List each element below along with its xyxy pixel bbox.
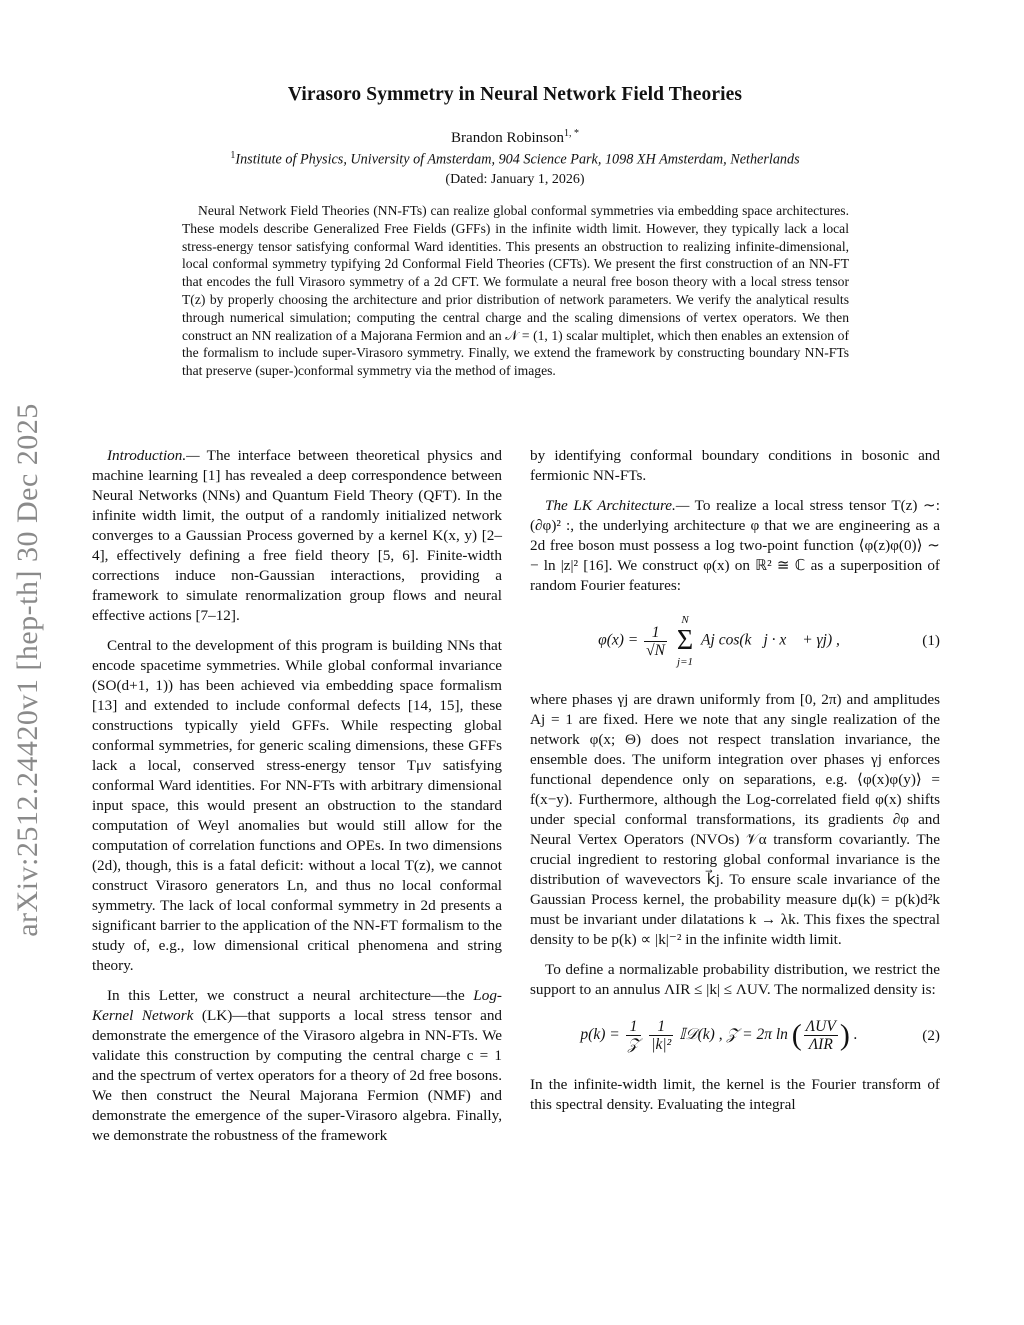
paper-header: [160, 84, 870, 188]
equation-1-body: [530, 614, 908, 668]
eq1-fraction: [644, 624, 667, 659]
introduction-text: The interface between theoretical physics and machine learning [1] has revealed a deep correspondence between Neural Networks (NNs) and Quantum Field Theory (QFT). In the infinite width limit, the output of a randomly initialized network converges to a Gaussian Process governed by a kernel K(x, y) [2–4], effectively defining a free field theory [5, 6]. Finite-width corrections induce non-Gaussian interactions, providing a framework to simulate renormalization group flows and neural effective actions [7–12].: [92, 447, 502, 624]
right-column: [530, 446, 940, 1125]
phases-paragraph: where phases γj are drawn uniformly from [0, 2π) and amplitudes Aj = 1 are fixed. Here we note that any single realization of the network φ(x; Θ) does not respect translation invariance, the ensemble does. The uniform integration over phases γj enforces functional dependence only on separations, e.g. ⟨φ(x)φ(y)⟩ = f(x−y). Furthermore, although the Log-correlated field φ(x) shifts under special conformal transformations, its gradients ∂φ and Neural Vertex Operators (NVOs) 𝒱α transform covariantly. The crucial ingredient to restoring global conformal invariance is the distribution of wavevectors k⃗j. To ensure scale invariance of the Gaussian Process kernel, the probability measure dμ(k) = p(k)d²k must be invariant under dilatations k → λk. This fixes the spectral density to be p(k) ∝ |k|⁻² in the infinite width limit.: [530, 691, 940, 948]
author-line: [160, 128, 870, 147]
eq2-middle: 𝕀𝒟(k) , 𝒵 = 2π ln: [679, 1026, 788, 1044]
eq1-fraction-denominator: √N: [646, 641, 665, 659]
eq2-open-paren: (: [791, 1018, 802, 1052]
lk-architecture-text: To realize a local stress tensor T(z) ∼: (∂φ)² :, the underlying architecture φ that we are engineering as a 2d free boson must possess a log two-point function ⟨φ(z)φ(0)⟩ ∼ − ln |z|² [16]. We construct φ(x) on ℝ² ≅ ℂ as a superposition of random Fourier features:: [530, 497, 941, 594]
left-column: [92, 446, 502, 1156]
log-kernel-network-term: Log-Kernel Network: [92, 987, 502, 1024]
eq1-sum-upper-limit: N: [681, 614, 689, 626]
eq2-fraction-2-numerator: 1: [649, 1018, 673, 1036]
kernel-paragraph: In the infinite-width limit, the kernel is the Fourier transform of this spectral density. Evaluating the integral: [530, 1076, 940, 1113]
equation-2-body: [530, 1018, 908, 1053]
letter-overview-text-a: In this Letter, we construct a neural architecture—the: [107, 987, 474, 1004]
equation-1: [530, 614, 940, 668]
eq2-fraction-3: [804, 1018, 838, 1053]
equation-2: [530, 1018, 940, 1053]
arxiv-identifier-text: arXiv:2512.24420v1 [hep-th] 30 Dec 2025: [11, 403, 44, 937]
dated-line: (Dated: January 1, 2026): [445, 171, 585, 187]
eq2-close-paren: ): [839, 1018, 850, 1052]
eq2-fraction-1-numerator: 1: [626, 1018, 642, 1036]
eq1-sum-symbol: Σ: [676, 625, 694, 656]
arxiv-identifier-stamp: [8, 370, 48, 970]
affiliation-line: [160, 150, 870, 169]
author-affiliation-marks: 1, *: [563, 128, 579, 139]
eq2-fraction-2: [649, 1018, 673, 1053]
letter-overview-paragraph: [92, 986, 502, 1146]
author-name: Brandon Robinson: [451, 130, 564, 146]
equation-1-number: (1): [922, 632, 940, 649]
eq1-fraction-numerator: 1: [644, 624, 667, 642]
eq2-lhs: p(k) =: [580, 1026, 620, 1044]
letter-overview-text-b: (LK)—that supports a local stress tensor and demonstrate the emergence of the Virasoro algebra in NN-FTs. We validate this construction by computing the central charge c = 1 and the spectrum of vertex operators for a theory of 2d free bosons. We then construct the Neural Majorana Fermion (NMF) and demonstrate the emergence of the super-Virasoro algebra. Finally, we demonstrate the robustness of the framework: [92, 1007, 503, 1144]
lk-architecture-heading: The LK Architecture.—: [545, 497, 690, 514]
eq1-summation: [677, 614, 693, 668]
eq2-fraction-2-denominator: |k|²: [651, 1036, 672, 1053]
introduction-heading: Introduction.—: [107, 447, 200, 464]
affiliation-mark: 1: [230, 150, 236, 161]
paper-title: Virasoro Symmetry in Neural Network Field Theories: [287, 84, 743, 105]
normalizable-paragraph: To define a normalizable probability distribution, we restrict the support to an annulus ΛIR ≤ |k| ≤ ΛUV. The normalized density is:: [530, 961, 940, 998]
eq1-rhs: Aj cos(k⃗j · x⃗ + γj) ,: [701, 631, 840, 649]
equation-2-number: (2): [922, 1026, 940, 1044]
lk-architecture-paragraph: [530, 496, 940, 596]
eq1-lhs: φ(x) =: [598, 631, 639, 649]
eq2-fraction-3-numerator: ΛUV: [805, 1018, 836, 1035]
affiliation-text: Institute of Physics, University of Amsterdam, 904 Science Park, 1098 XH Amsterdam, Netherlands: [235, 151, 800, 168]
eq2-end: .: [853, 1026, 858, 1044]
eq2-fraction-3-denominator: ΛIR: [808, 1036, 833, 1053]
introduction-paragraph: [92, 446, 502, 626]
symmetry-paragraph: Central to the development of this program is building NNs that encode spacetime symmetries. While global conformal invariance (SO(d+1, 1)) has been achieved via embedding space formalism [13] and extended to include conformal defects [14, 15], these constructions typically yield GFFs. While respecting global conformal symmetries, for generic scaling dimensions, these GFFs lack a local, conserved stress-energy tensor Tμν satisfying conformal Ward identities. For NN-FTs with arbitrary dimensional input space, this would present an obstruction to the standard computation of Weyl anomalies but would still allow for the computation of correlation functions and OPEs. In two dimensions (2d), though, this is a fatal deficit: without a local T(z), we cannot construct Virasoro generators Ln, and thus no local conformal symmetry. The lack of local conformal symmetry in 2d presents a significant barrier to the application of the NN-FT formalism to the study of, e.g., low dimensional critical phenomena and string theory.: [92, 637, 502, 974]
eq1-sum-lower-limit: j=1: [677, 656, 694, 668]
continued-paragraph: by identifying conformal boundary conditions in bosonic and fermionic NN-FTs.: [530, 447, 940, 484]
abstract: Neural Network Field Theories (NN-FTs) can realize global conformal symmetries via embedding space architectures. These models describe Generalized Free Fields (GFFs) in the infinite width limit. However, they typically lack a local stress-energy tensor satisfying conformal Ward identities. This presents an obstruction to realizing infinite-dimensional, local conformal symmetry typifying 2d Conformal Field Theories (CFTs). We present the first construction of an NN-FT that encodes the full Virasoro symmetry of a 2d CFT. We formulate a neural free boson theory with a local stress tensor T(z) by properly choosing the architecture and prior distribution of network parameters. We verify the analytical results through numerical simulation; computing the central charge and the scaling dimensions of vertex operators. We then construct an NN realization of a Majorana Fermion and an 𝒩 = (1, 1) scalar multiplet, which then enables an extension of the formalism to include super-Virasoro symmetry. Finally, we extend the framework by constructing boundary NN-FTs that preserve (super-)conformal symmetry via the method of images.: [182, 203, 849, 379]
eq2-fraction-1-denominator: 𝒵: [627, 1036, 640, 1053]
eq2-fraction-1: [626, 1018, 642, 1053]
